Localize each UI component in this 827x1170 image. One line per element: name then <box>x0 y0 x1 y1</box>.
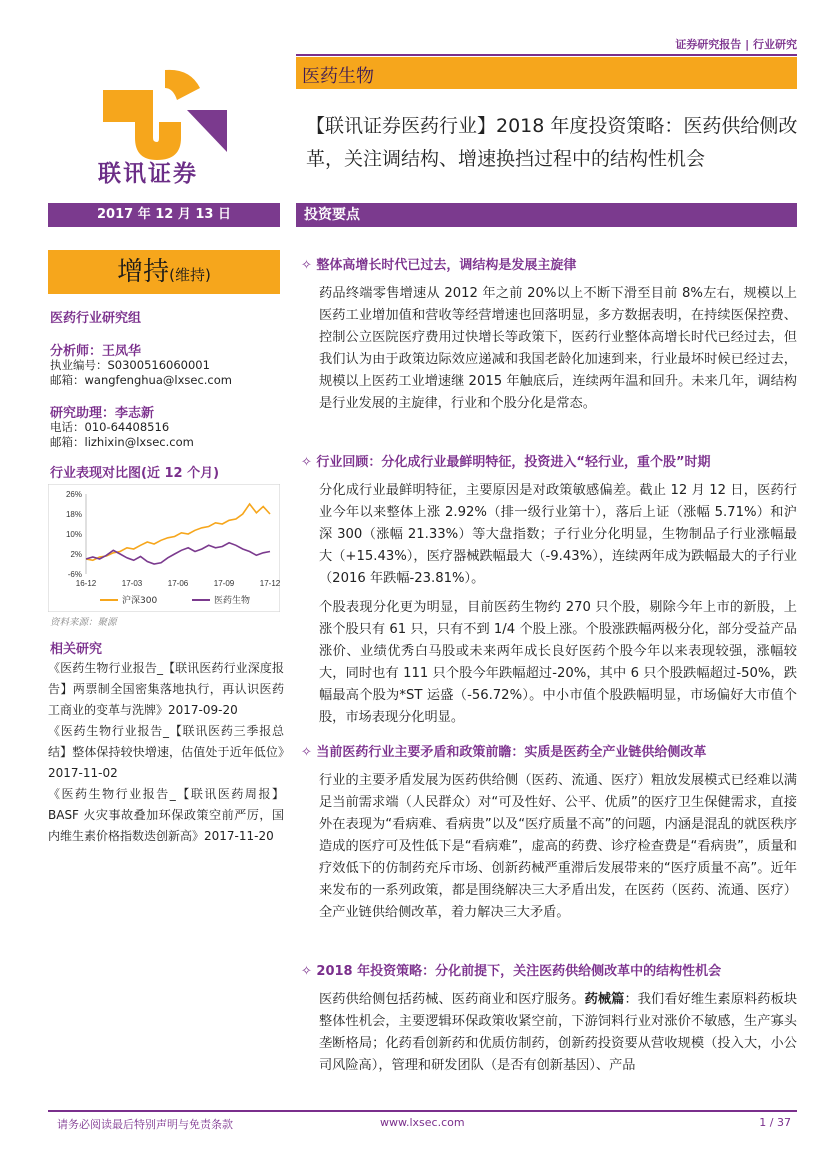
x-tick-label: 17-12 <box>259 579 280 588</box>
rating-badge <box>48 250 280 294</box>
y-tick-label: -6% <box>67 570 82 579</box>
section-paragraph: 行业的主要矛盾发展为医药供给侧（医药、流通、医疗）粗放发展模式已经难以满足当前需求端（人民群众）对“可及性好、公平、优质”的医疗卫生保健需求，直接外在表现为“看病难、看病贵”以及“医疗质量不高”的问题，内涵是混乱的就医秩序造成的医疗可及性低下是“看病难”，虚高的药费、诊疗检查费是“看病贵”，质量和疗效低下的仿制药充斥市场、创新药械严重滞后发展带来的“医疗质量不高”。近年来发布的一系列政策，都是围绕解决三大矛盾出发，在医药（医药、流通、医疗）全产业链供给侧改革，着力解决三大矛盾。 <box>319 773 797 920</box>
x-tick-label: 17-09 <box>213 579 235 588</box>
page-number: 1 / 37 <box>759 1116 791 1129</box>
y-tick-label: 2% <box>70 550 82 559</box>
research-team: 医药行业研究组 <box>50 311 142 326</box>
para-text: 医药供给侧包括药械、医药商业和医疗服务。 <box>319 992 585 1007</box>
sector-name: 医药生物 <box>302 66 374 87</box>
section-paragraph <box>319 989 797 1077</box>
related-research-list <box>48 658 284 847</box>
section-heading: ✧ 2018 年投资策略：分化前提下，关注医药供给侧改革中的结构性机会 <box>301 964 722 979</box>
section-heading: ✧ 整体高增长时代已过去，调结构是发展主旋律 <box>301 258 577 273</box>
logo-wordmark: 联讯证券 <box>98 160 198 187</box>
related-research-heading: 相关研究 <box>50 642 103 657</box>
rating-sub: (维持) <box>169 266 211 284</box>
top-divider <box>296 54 797 56</box>
section-paragraph: 药品终端零售增速从 2012 年之前 20%以上不断下滑至目前 8%左右，规模以上医药工业增加值和营收等经营增速也回落明显，多方数据表明，在持续医保控费、控制公立医院医疗费用过快增长等政策下，医药行业整体高增长时代已经过去，但我们认为由于政策边际效应递减和我国老龄化加速到来，行业最坏时候已经过去，规模以上医药工业增速继 2015 年触底后，连续两年温和回升。未来几年，调结构是行业发展的主旋律，行业和个股分化是常态。 <box>319 286 797 411</box>
x-tick-label: 16-12 <box>75 579 97 588</box>
performance-chart <box>48 484 280 612</box>
y-tick-label: 18% <box>65 510 82 519</box>
assistant-name: 研究助理：李志新 <box>50 406 155 421</box>
section-paragraph: 分化成行业最鲜明特征，主要原因是对政策敏感偏差。截止 12 月 12 日，医药行业今年以来整体上涨 2.92%（排一级行业第十），落后上证（涨幅 5.71%）和沪深 300（涨幅 21.33%）等大盘指数；子行业分化明显，生物制品子行业涨幅最大（+15.43%），医疗器械跌幅最大（-9.43%），连续两年成为跌幅最大的子行业（2016 年跌幅-23.81%）。 <box>319 483 797 586</box>
analyst-email[interactable]: 邮箱：wangfenghua@lxsec.com <box>50 373 232 387</box>
legend-label: 沪深300 <box>122 596 158 606</box>
chart-title: 行业表现对比图(近 12 个月) <box>50 466 220 481</box>
footer-disclaimer[interactable]: 请务必阅读最后特别声明与免责条款 <box>57 1118 233 1131</box>
chart-source: 资料来源：聚源 <box>50 617 117 628</box>
analyst-license: 执业编号：S0300516060001 <box>50 358 210 372</box>
section-heading: ✧ 当前医药行业主要矛盾和政策前瞻：实质是医药全产业链供给侧改革 <box>301 745 707 760</box>
report-date: 2017 年 12 月 13 日 <box>48 203 280 227</box>
analyst-name: 分析师：王凤华 <box>50 344 142 359</box>
related-item[interactable]: 《医药生物行业报告_【联讯医药三季报总结】整体保持较快增速，估值处于近年低位》2017-11-02 <box>48 724 284 780</box>
para-text: ：我们看好维生素原料药板块整体性机会，主要逻辑环保政策收紧空前，下游饲料行业对涨价不敏感，生产寡头垄断格局；化药看创新药和优质仿制药，创新药投资要从营收规模（投入大，小公司风险高），管理和研发团队（是否有创新基因）、产品 <box>319 992 798 1073</box>
x-tick-label: 17-03 <box>121 579 143 588</box>
report-type-tag: 证券研究报告 | 行业研究 <box>675 38 797 51</box>
section-heading: ✧ 行业回顾：分化成行业最鲜明特征，投资进入“轻行业，重个股”时期 <box>301 455 711 470</box>
y-tick-label: 10% <box>65 530 82 539</box>
related-item[interactable]: 《医药生物行业报告_【联讯医药行业深度报告】两票制全国密集落地执行，再认识医药工商业的变革与洗牌》2017-09-20 <box>48 661 284 717</box>
report-title: 【联讯证券医药行业】2018 年度投资策略：医药供给侧改革，关注调结构、增速换挡过程中的结构性机会 <box>306 115 798 170</box>
x-tick-label: 17-06 <box>167 579 189 588</box>
legend-label: 医药生物 <box>214 596 251 606</box>
footer-website[interactable]: www.lxsec.com <box>380 1116 465 1129</box>
para-bold-term: 药械篇 <box>584 992 625 1007</box>
y-tick-label: 26% <box>65 490 82 499</box>
related-item[interactable]: 《医药生物行业报告_【联讯医药周报】BASF 火灾事故叠加环保政策空前严厉，国内维生素价格指数迭创新高》2017-11-20 <box>48 787 284 843</box>
key-points-heading: 投资要点 <box>296 203 797 227</box>
rating-main: 增持 <box>117 257 170 287</box>
section-paragraph: 个股表现分化更为明显，目前医药生物约 270 只个股，剔除今年上市的新股，上涨个股只有 61 只，只有不到 1/4 个股上涨。个股涨跌幅两极分化，部分受益产品涨价、业绩优秀白马股或未来两年成长良好医药个股今年以来表现较强，涨幅较大，同时也有 111 只个股今年跌幅超过-20%，其中 6 只个股跌幅超过-50%，跌幅最高个股为*ST 运盛（-56.72%）。中小市值个股跌幅明显，市场偏好大市值个股，市场表现分化明显。 <box>319 600 797 725</box>
assistant-email[interactable]: 邮箱：lizhixin@lxsec.com <box>50 435 194 449</box>
assistant-phone: 电话：010-64408516 <box>50 420 170 434</box>
footer-divider <box>48 1110 797 1112</box>
sector-banner <box>296 57 797 89</box>
